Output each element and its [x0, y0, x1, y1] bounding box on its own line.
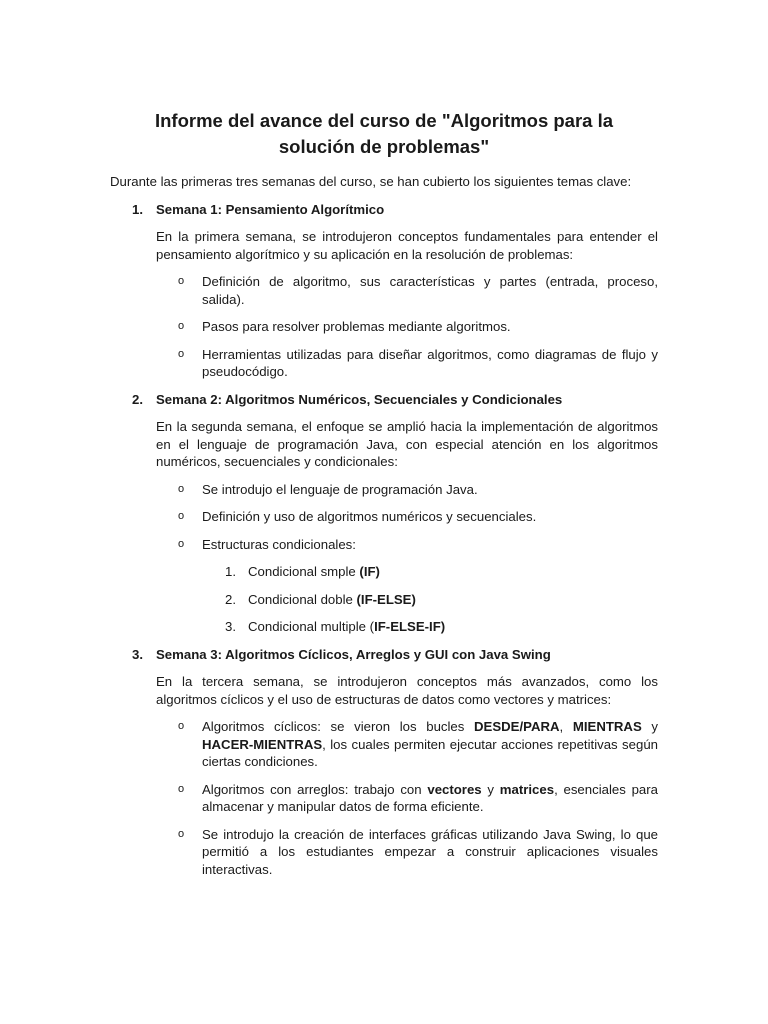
bullet-circle-icon: o	[178, 482, 185, 495]
item-number: 3.	[225, 619, 236, 634]
item-text	[248, 619, 445, 634]
text-run: Condicional smple	[248, 564, 360, 579]
bold-text: HACER-MIENTRAS	[202, 736, 323, 752]
text-run: Definición y uso de algoritmos numéricos y secuenciales.	[202, 509, 537, 524]
bullet-text	[202, 319, 511, 334]
text-run: Algoritmos cíclicos: se vieron los bucles	[202, 719, 475, 734]
bullet-circle-icon: o	[178, 782, 185, 795]
bullet-circle-icon: o	[178, 320, 185, 332]
item-number: 2.	[225, 591, 236, 607]
bold-text: IF-ELSE-IF)	[374, 619, 446, 634]
bold-text: (IF)	[359, 564, 380, 579]
bullet-list	[156, 481, 658, 636]
numbered-item	[202, 591, 658, 609]
numbered-sublist	[202, 563, 658, 636]
list-item	[156, 508, 658, 526]
list-item	[156, 481, 658, 499]
bold-text: MIENTRAS	[572, 719, 642, 734]
bullet-circle-icon: o	[178, 537, 185, 550]
section-number: 1.	[132, 201, 143, 217]
list-item	[156, 273, 658, 308]
section-week-3	[110, 646, 658, 879]
sections-list	[110, 201, 658, 879]
bullet-text	[202, 509, 536, 524]
section-heading	[110, 391, 658, 409]
text-run: , esenciales para almacenar y manipular datos de forma eficiente.	[202, 781, 658, 814]
list-item	[156, 781, 658, 816]
text-run: ,	[559, 719, 573, 734]
document-title: Informe del avance del curso de "Algoritmos para la solución de problemas"	[154, 110, 614, 157]
bullet-text	[202, 274, 658, 307]
section-description: En la tercera semana, se introdujeron conceptos más avanzados, como los algoritmos cíclicos y el uso de estructuras de datos como vectores y matrices:	[156, 674, 658, 707]
bullet-text	[202, 782, 658, 815]
section-heading-text: Semana 3: Algoritmos Cíclicos, Arreglos y GUI con Java Swing	[156, 646, 551, 662]
bullet-text	[202, 537, 356, 552]
section-heading-text: Semana 1: Pensamiento Algorítmico	[156, 201, 385, 217]
bold-text: DESDE/PARA	[474, 719, 560, 734]
text-run: Estructuras condicionales:	[202, 536, 356, 552]
bullet-list	[156, 718, 658, 878]
item-text	[248, 564, 380, 579]
bold-text: (IF-ELSE)	[356, 591, 416, 607]
section-description: En la primera semana, se introdujeron conceptos fundamentales para entender el pensamiento algorítmico y su aplicación en la resolución de problemas:	[156, 229, 658, 262]
bullet-text	[202, 347, 658, 380]
document-intro: Durante las primeras tres semanas del curso, se han cubierto los siguientes temas clave:	[110, 174, 632, 189]
section-number: 2.	[132, 391, 143, 407]
text-run: y	[641, 719, 659, 734]
bold-text: matrices	[499, 781, 555, 797]
bullet-list	[156, 273, 658, 381]
bullet-text	[202, 827, 658, 877]
bullet-circle-icon: o	[178, 720, 185, 732]
section-week-2	[110, 391, 658, 636]
bullet-text	[202, 719, 658, 769]
text-run: Se introdujo el lenguaje de programación Java.	[202, 481, 478, 497]
section-description: En la segunda semana, el enfoque se amplió hacia la implementación de algoritmos en el lenguaje de programación Java, con especial atención en los algoritmos numéricos, secuenciales y condicionales:	[156, 419, 658, 469]
list-item	[156, 346, 658, 381]
section-number: 3.	[132, 646, 143, 662]
section-heading-text: Semana 2: Algoritmos Numéricos, Secuenciales y Condicionales	[156, 391, 563, 407]
text-run: Algoritmos con arreglos: trabajo con	[202, 781, 428, 797]
text-run: Herramientas utilizadas para diseñar algoritmos, como diagramas de flujo y pseudocódigo.	[202, 346, 658, 379]
text-run: Pasos para resolver problemas mediante algoritmos.	[202, 319, 511, 334]
bullet-circle-icon: o	[178, 827, 185, 840]
text-run: Condicional multiple (	[248, 619, 375, 634]
list-item	[156, 826, 658, 879]
text-run: Se introdujo la creación de interfaces gráficas utilizando Java Swing, lo que permitió a los estudiantes empezar a construir aplicaciones visuales interactivas.	[202, 826, 658, 877]
text-run: Definición de algoritmo, sus características y partes (entrada, proceso, salida).	[202, 274, 658, 307]
bullet-circle-icon: o	[178, 275, 185, 287]
text-run: Condicional doble	[248, 591, 357, 607]
section-heading	[110, 201, 658, 219]
numbered-item	[202, 563, 658, 581]
section-heading	[110, 646, 658, 664]
list-item	[156, 318, 658, 336]
bullet-circle-icon: o	[178, 510, 185, 522]
bullet-circle-icon: o	[178, 347, 185, 360]
bold-text: vectores	[427, 781, 482, 797]
item-number: 1.	[225, 564, 236, 579]
numbered-item	[202, 618, 658, 636]
text-run: , los cuales permiten ejecutar acciones repetitivas según ciertas condiciones.	[202, 736, 658, 769]
list-item	[156, 536, 658, 636]
list-item	[156, 718, 658, 771]
text-run: y	[481, 781, 500, 797]
section-week-1	[110, 201, 658, 381]
item-text	[248, 592, 416, 607]
bullet-text	[202, 482, 478, 497]
